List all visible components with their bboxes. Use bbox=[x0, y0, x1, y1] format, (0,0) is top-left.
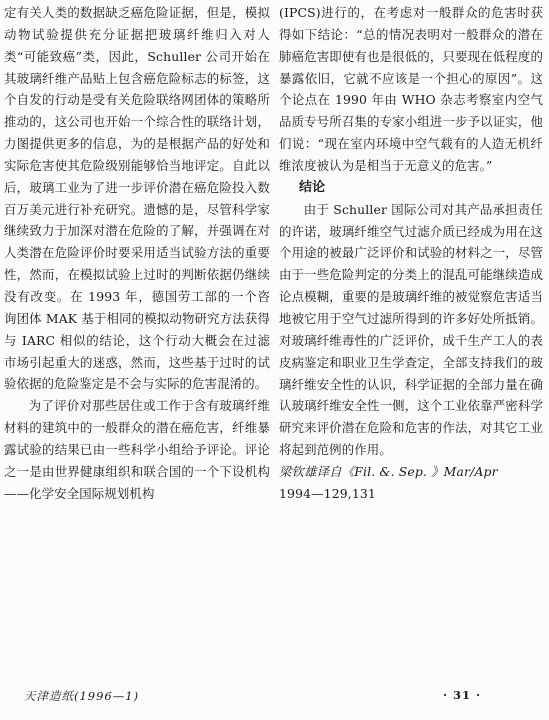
body-paragraph: (IPCS)进行的，在考虑对一般群众的危害时获得如下结论：“总的情况表明对一般群众的潜在肺癌危害即使有也是很低的，只要现在低程度的暴露依旧，它就不应该是一个担心的原因”。这个论点在 1990 年由 WHO 杂志考察室内空气品质专号所召集的专家小组进一步予以证实，他们说：“现在室内环境中空气载有的人造无机纤维浓度被认为是相当于无意义的危害。” bbox=[279, 5, 543, 173]
body-paragraph: 为了评价对那些居住或工作于含有玻璃纤维材料的建筑中的一般群众的潜在癌危害，纤维暴露试验的结果已由一些科学小组给予评论。评论之一是由世界健康组织和联合国的一个下设机构——化学安全国际规划机构 bbox=[4, 398, 270, 501]
source-reference: 1994—129,131 bbox=[279, 485, 376, 501]
journal-name: 天津造纸(1996—1) bbox=[24, 689, 140, 703]
page-footer bbox=[0, 686, 549, 710]
translator-credit: 梁钦雄译自《Fil. &. Sep. 》Mar/Apr bbox=[279, 463, 498, 479]
page-number: · 31 · bbox=[442, 688, 481, 702]
body-paragraph: 由于 Schuller 国际公司对其产品承担责任的许诺，玻璃纤维空气过滤介质已经成为用在这个用途的被最广泛评价和试验的材料之一，尽管由于一些危险判定的分类上的混乱可能继续造成论点模糊，重要的是玻璃纤维的被觉察危害适当地被它用于空气过滤所得到的许多好处所抵销。对玻璃纤维毒性的广泛评价，成千生产工人的表皮病鉴定和职业卫生学查定，全部支持我们的玻璃纤维安全性的认识，科学证据的全部力量在确认玻璃纤维安全性一侧，这个工业依靠严密科学研究来评价潜在危险和危害的作法，对其它工业将起到范例的作用。 bbox=[279, 201, 543, 458]
body-paragraph: 定有关人类的数据缺乏癌危险证据，但是，模拟动物试验提供充分证据把玻璃纤维归入对人类“可能致癌”类，因此，Schuller 公司开始在其玻璃纤维产品贴上包含癌危险标志的标签，这个自发的行动是受有关危险联络网团体的策略所推动的，这公司也开始一个综合性的联络计划，力图提供更多的信息，为的是根据产品的好处和实际危害使其危险级别能够恰当地评定。自此以后，玻璃工业为了进一步评价潜在癌危险投入数百万美元进行补充研究。遗憾的是，尽管科学家继续致力于加深对潜在危险的了解，并强调在对人类潜在危险评价时要采用适当试验方法的重要性，然而，在模拟试验上过时的判断依据仍继续没有改变。在 1993 年，德国劳工部的一个咨询团体 MAK 基于相同的模拟动物研究方法获得与 IARC 相似的结论，这个行动大概会在过滤市场引起重大的迷惑，然而，这些基于过时的试验依据的危险鉴定是不会与实际的危害混淆的。 bbox=[4, 5, 270, 392]
left-column bbox=[4, 2, 270, 504]
right-column bbox=[279, 2, 543, 505]
section-heading-conclusion: 结论 bbox=[299, 179, 326, 195]
